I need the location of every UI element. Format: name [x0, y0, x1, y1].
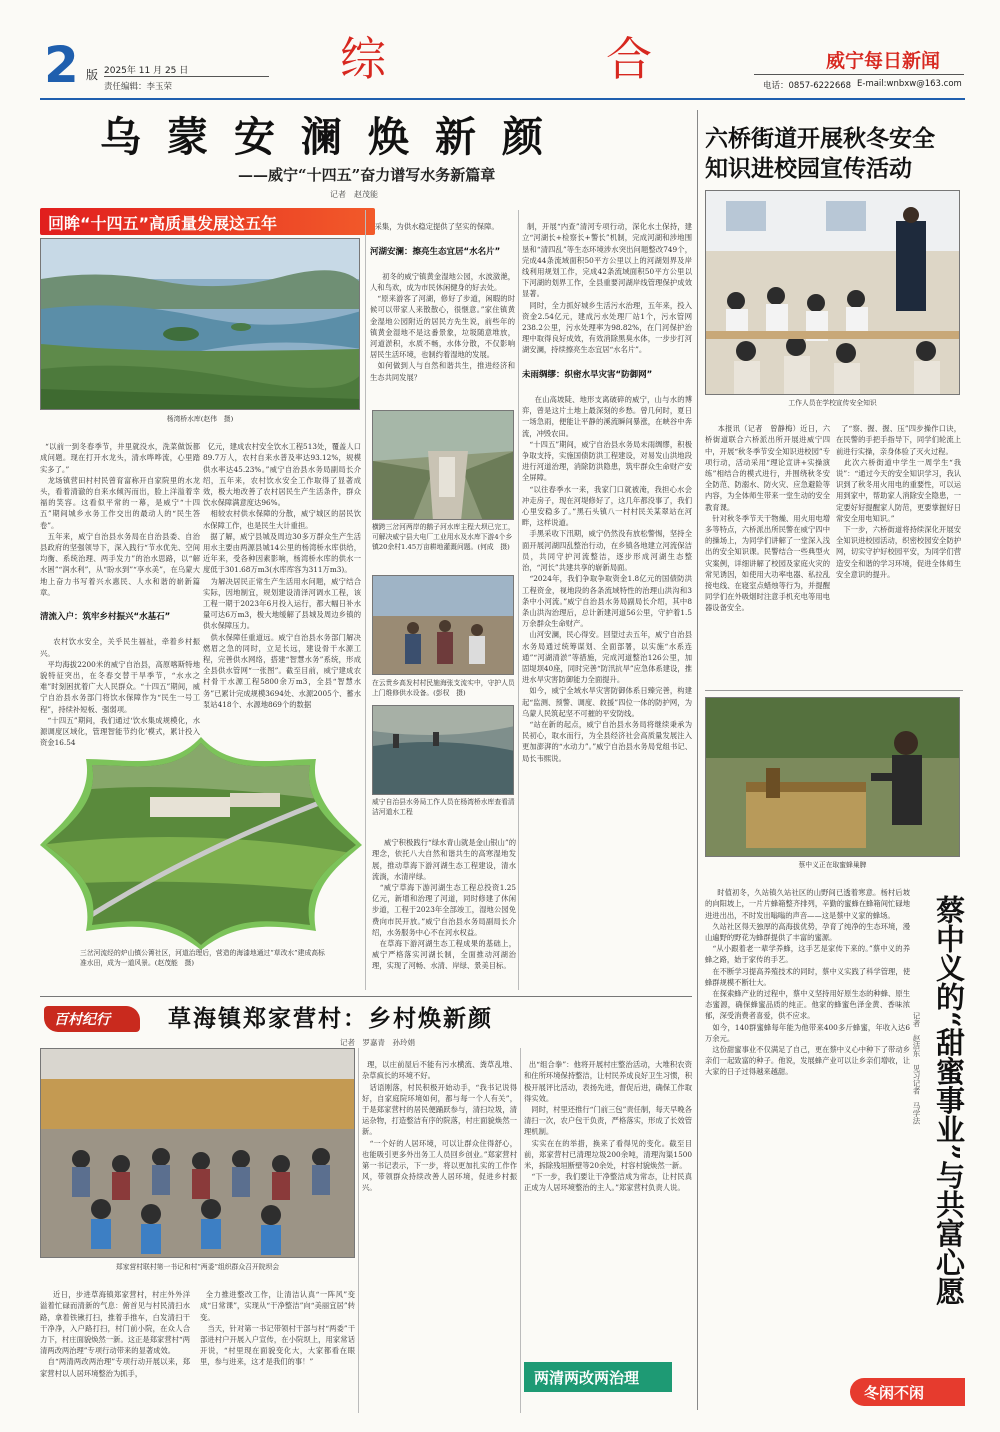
bottom-banner-text: 两清两改两治理: [534, 1369, 640, 1387]
lead-col4-text: 制，开展“内查”清河专项行动，深化水土保持，建立“河湖长+检察长+警长”机制，完成河湖和涉地围垦和“清四乱”等生态环境涉水突出问题整改749个，完成44条流域面积50平方公里以上的河湖划界及岸线利用规划工作，完成42条流域面积50平方公里以下河湖的划界工作，全县重要河湖岸线管理保护成效显著。 同时，全力抓好城乡生活污水治理，五年来，投入资金2.54亿元，建成污水处理厂站1个，污水管网238.2公里，污水处理率为98.82%，在门河保护治理中取得良好成效，有效消除黑臭水体，一步步打河湖安澜，持续擦亮生态宜居“水名片”。: [522, 222, 692, 355]
reservoir-caption: 杨湾桥水库(赵伟 摄): [166, 415, 234, 423]
phone-line: 电话：0857-6222668: [763, 81, 852, 91]
bottom-column-4: [524, 1048, 692, 1358]
lead-col3b-text: 初冬的威宁镇黄金湿地公园，水波潋滟，人和鸟欢，成为市民休闲健身的好去处。 “原来游客了河湖，修好了步道，闲暇的时候可以带家人来散散心，很惬意。”家住镇黄金湿地公园附近的居民方先生说，前些年的镇黄金湿地不是这番景象，垃圾随意堆放，河道淤积，水质不畅，水体分散，不仅影响居民生活环境，也制约着湿地的发展。 如何做到人与自然和谐共生，推进经济和生态共同发展？: [370, 271, 515, 382]
lead-subhead-3: 未雨绸缪：织密水旱灾害“防御网”: [522, 369, 653, 380]
right-top-col-right-text: 了“察、握、握、压”四步操作口诀，在民警的手把手指导下，同学们轮流上前进行实操，亲身体验了灭火过程。 此次六桥街道中学生一周学生“我说”：“通过今天的安全知识学习，我认识到了秋冬用火用电的重要性，可以运用到家中，帮助家人消除安全隐患，一定要好好提醒家人防范，更要掌握好日常安全用电知识。” 下一步，六桥街道将持续深化开展安全知识进校园活动，织密校园安全防护网，切实守护好校园平安，为同学们营造安全和谐的学习环境，促进全体师生安全意识的提升。: [836, 424, 961, 579]
reservoir-photo: [40, 238, 360, 410]
bottom-column-3: [362, 1048, 517, 1413]
beekeeper-illustration: [706, 698, 960, 857]
lead-banner: [40, 208, 375, 235]
dam-illustration: [373, 411, 514, 520]
lead-column-3c: [372, 826, 516, 986]
email-line: E-mail:wnbxw@163.com: [857, 79, 962, 89]
winter-tag-text: 冬闲不闲: [864, 1384, 925, 1402]
repair-photo: [372, 575, 514, 675]
valley-caption: 三岔河流经的炉山镇公箐社区，河道治理后，营造的海漆地通过“草改水”建成高标准水田，成为一道风景。(赵茂能 摄): [80, 949, 325, 967]
lead-column-4: [522, 210, 692, 990]
dam-photo: [372, 410, 514, 520]
dam-caption: 横跨三岔河两岸的鹅子河水库主程大坝已完工，可解决威宁县大电厂工业用水及水库下游4个乡镇20余村1.45万亩耕地灌溉问题。(何成 摄): [372, 523, 515, 551]
classroom-photo: [705, 190, 960, 395]
reservoir-illustration: [41, 239, 360, 410]
repair-illustration: [373, 576, 514, 675]
bottom-col3-text: 理，以庄前屋后不能有污水横流、粪草乱堆、杂草疯长的环境不好。 话语刚落，村民积极开始动手，“我书记说得好，自家庭院环境如何，都与每一个人有关”，于是郑家营村的居民便踊跃参与，清扫垃圾，清运杂物，打造整洁有序的院落，村庄面貌焕然一新。 “一个好的人居环境，可以让群众住得舒心，也能吸引更多外出务工人员回乡创业。”郑家营村第一书记表示，下一步，将以更加扎实的工作作风，带领群众持续改善人居环境，促进乡村振兴。: [362, 1060, 517, 1193]
issue-date: 2025年 11 月 25 日: [104, 66, 189, 76]
page-header: [0, 0, 1000, 100]
right-top-column-right: [836, 412, 961, 687]
bottom-title: 草海镇郑家营村：乡村焕新颜: [168, 1005, 493, 1032]
beekeeper-photo: [705, 697, 960, 857]
river-illustration: [373, 706, 514, 795]
beekeeper-caption: 蔡中义正在取蜜蜂巢脾: [798, 861, 867, 869]
page-number: 2: [44, 36, 79, 94]
village-meeting-illustration: [41, 1049, 355, 1258]
bottom-col1-text: 近日，步进草海镇郑家营村，村庄外外洋溢着忙碌而清新的气息：俯首见与村民清扫水路，拿着铁锹打扫，推着手推车，白发清扫干干净净，入户路打扫，村门前小院，在众人合力下，村庄面貌焕然一新。这正是郑家营村“两清两改两治理”专项行动带来的显著成效。 自“两清两改两治理”专项行动开展以来，郑家营村以人居环境整治为抓手，: [40, 1290, 190, 1378]
lead-col1-text: “以前一到冬春季节，井里就没水，洗菜做饭都成问题。现在打开水龙头，清水哗哗流，心里踏实多了。” 龙场镇营田村村民曾育富称开自家院里的水龙头，看着清澈的自来水倾泻而出，脸上洋溢着幸福的笑容。这看似平常的一幕，是威宁“十四五”期间城乡水务工作交出的最动人的“民生答卷”。 五年来，威宁自治县水务局在自治县委、自治县政府的坚强领导下，深入践行“节水优先、空间均衡、系统治理、两手发力”的治水思路，以“解水困”“润水利”，从“盼水到”“享水美”，在乌蒙大地上奋力书写着兴水惠民、人水和谐的崭新篇章。: [40, 442, 200, 597]
bottom-column-1: [40, 1278, 190, 1413]
river-photo: [372, 705, 514, 795]
page-suffix: 版: [86, 68, 99, 82]
lead-subhead-1: 清流入户：筑牢乡村振兴“水基石”: [40, 612, 171, 623]
lead-banner-text: 回眸“十四五”高质量发展这五年: [48, 214, 278, 233]
beekeeper-vertical-title: 蔡中义的“甜蜜事业”与共富心愿: [932, 895, 966, 1306]
right-top-title-2: 知识进校园宣传活动: [705, 155, 912, 182]
bottom-banner: [524, 1362, 672, 1392]
right-top-column-left: [705, 412, 830, 687]
editor-line: 责任编辑：李玉荣: [104, 82, 173, 92]
bottom-col2-text: 全力推进整改工作，让清洁认真“一阵风”变成“日常课”，实现从“干净整洁”向“美丽宜居”转变。 当天，针对第一书记带领村干部与村“两委”干部进村户开展入户宣传，在小院坝上，用家常话开说，“村里现在面貌变化大，大家都看在眼里，参与进来，这才是我们的事！”: [200, 1290, 355, 1367]
lead-subtitle: ——威宁“十四五”奋力谱写水务新篇章: [238, 166, 496, 184]
river-caption: 威宁自治县水务局工作人员在杨湾桥水库查看清洁河道水工程: [372, 798, 515, 816]
lead-byline: 记者 赵茂能: [330, 190, 378, 199]
winter-tag: [850, 1378, 965, 1406]
lead-col3c-text: 威宁积极践行“绿水青山就是金山银山”的理念，依托八大自然和谐共生的高寒湿地发展，推动草海下游河湖生态工程建设，清水流淌，水清岸绿。 “威宁草海下游河湖生态工程总投资1.25亿元，新增和治理了河道，同时修建了休闲步道，工程于2023年全部竣工，湿地公园免费向市民开放。”威宁自治县水务局副局长介绍，水务服务中心不在河水权益。 在草海下游河湖生态工程成果的基础上，威宁严格落实河湖长制，全面推动河湖治理，实现了河畅、水清、岸绿、景美目标。: [372, 838, 516, 971]
lead-col4b-text: 在山高坡陡、地形支离破碎的威宁，山与水的博弈，曾是这片土地上最深刻的乡愁。曾几何时，夏日一场急雨，便能让平静的溪流瞬间暴涨，在峡谷中奔流，冲毁农田。 “十四五”期间，威宁自治县水务局未雨绸缪，积极争取支持，实施国债防洪工程建设，对易发山洪地段进行河道治理，消除防洪隐患，筑牢群众生命财产安全屏障。 “以往春季水一来，我家门口就被淹，我担心水会冲走房子，现在河堤修好了，这几年都没事了，我们心里安稳多了。”黑石头镇八一村村民关某翠站在河畔，这样说道。 手黑采收下汛期，威宁仍然没有放松警惕，坚持全面开展河湖四乱整治行动，在乡镇各地建立河流保洁员，共同守护河流整洁，逐步形成河湖生态整治，“河长”共建共享的崭新局面。 “2024年，我们争取争取资金1.8亿元的国债防洪工程资金，视地段的各条流域特性的治理山洪沟和3条中小河流。”威宁自治县水务局副局长介绍，其中8条山洪沟治理后，总计新建河道56公里，守护着1.5万余群众生命财产。 山河安澜，民心得安。回望过去五年，威宁自治县水务局通过统筹谋划、全面部署，以实施“水系连通”“河湖清淤”等措施，完成河道整治126公里，加固堤坝40座，同时完善“防汛抗旱”应急体系建设，推进水旱灾害防御能力全面提升。 如今，威宁全域水旱灾害防御体系日臻完善，构建起“监测、预警、调度、救援”四位一体的防护网，为乌蒙人民筑起坚不可摧的平安防线。 “站在新的起点，威宁自治县水务局将继续秉承为民初心，取水而行，为全县经济社会高质量发展注入更加澎湃的“水动力”。”威宁自治县水务局党组书记、局长韦熙说。: [522, 395, 692, 763]
bottom-byline: 记者 罗嘉青 孙玲娟: [340, 1038, 415, 1047]
classroom-illustration: [706, 191, 960, 395]
bottom-column-2: [200, 1278, 355, 1413]
right-top-col-left-text: 本报讯（记者 曾静梅）近日，六桥街道联合六桥派出所开展进威宁四中，开展“秋冬季节安全知识进校园”专项行动，活动采用“理论宣讲+实操演练”相结合的模式进行，并围绕秋冬安全防范、防溺水、防火灾、应急避险等内容，为全体师生带来一堂生动的安全教育课。 针对秋冬季节天干物燥、用火用电增多等特点，六桥派出所民警在威宁四中的操场上，为同学们讲解了一堂深入浅出的安全知识课。民警结合一些典型火灾案例，详细讲解了校园及家庭火灾的常见诱因，如使用大功率电器、私拉乱接电线、在寝室点蜡烛等行为，并提醒同学们在外吸烟时注意手机充电等用电器设备安全。: [705, 424, 830, 613]
valley-illustration: [40, 735, 362, 950]
lead-column-2: [203, 430, 361, 732]
right-top-title-1: 六桥街道开展秋冬安全: [705, 125, 935, 152]
bottom-col4-text: 出“组合拳”：他将开展村庄整治活动，大堆积农资和住所环境保持整洁，让村民养成良好卫生习惯，积极开展评比活动，表扬先进，督促后进，确保工作取得实效。 同时，村里还推行“门前三包”责任制，每天早晚各清扫一次，农户包干负责，严格落实，形成了长效管理机制。 实实在在的举措，换来了看得见的变化。截至目前，郑家营村已清理垃圾200余吨，清理沟渠1500米，拆除残垣断壁等20余处，村容村貌焕然一新。 “下一步，我们要让干净整洁成为常态，让村民真正成为人居环境整治的主人。”郑家营村负责人说。: [524, 1060, 692, 1193]
lead-col3a-text: 采集，为供水稳定提供了坚实的保障。: [374, 222, 499, 232]
lead-col2-text: 亿元，建成农村安全饮水工程513处，覆盖人口89.7万人，农村自来水普及率达93.12%，规模供水率达45.23%。”威宁自治县水务局副局长介绍，五年来，农村饮水安全工作取得了显著成效，极大地改善了农村居民生产生活条件，群众饮水保障满意度达96%。 相较农村供水保障的分散，威宁城区的居民饮水保障工作，也是民生大计重担。 据了解，威宁县城及周边30多万群众生产生活用水主要由两源县城14公里的杨湾桥水库供给，近年来，受各种因素影响，杨湾桥水库的供水一度低于301.68万m3(水库库容为311万m3)。 为解决居民正常生产生活用水问题，威宁结合实际，因地制宜，规划建设清泽河调水工程，该工程一期于2023年6月投入运行，都大幅日补水量可达6万m3，极大地缓解了县城及周边乡镇的供水保障压力。 供水保障任重道远。威宁自治县水务部门解决燃眉之急的同时，立足长远，建设骨干水源工程，完善供水网络，搭建“智慧水务”系统，形成全县供水管网“一张图”。截至目前，威宁建成农村骨干水源工程5800余万m3，全县“智慧水务”已累计完成规模3694处、水源2005个、蓄水泵站418个、水源地869个的数据: [203, 442, 361, 709]
paper-name: 威宁每日新闻: [826, 50, 941, 72]
valley-photo: [40, 735, 362, 950]
lead-col1b-text: 农村饮水安全，关乎民生福祉，牵着乡村振兴。 平均海拔2200米的威宁自治县，高原喀斯特地貌特征突出，在冬春交替干旱季节，“水水之难”时刻困扰着广大人民群众。“十四五”期间，威宁自治县水务部门将饮水保障作为“民生一号工程”，持续补短板、强弱项。 “十四五”期间，我们通过‘饮水集成规模化，水源调度区域化，管理智能节约化’模式，累计投入资金16.54: [40, 637, 200, 748]
classroom-caption: 工作人员在学校宣传安全知识: [788, 399, 877, 407]
beekeeper-column: [705, 876, 910, 1396]
lead-title: 乌蒙安澜焕新颜: [100, 113, 569, 161]
village-meeting-caption: 郑家营村联村第一书记和村“两委”组织群众召开院坝会: [115, 1263, 280, 1271]
column-tag-text: 百村纪行: [54, 1012, 110, 1028]
lead-column-3: [370, 210, 515, 405]
lead-subhead-2: 河湖安澜：擦亮生态宜居“水名片”: [370, 246, 501, 257]
column-tag: [44, 1006, 140, 1032]
village-meeting-photo: [40, 1048, 355, 1258]
section-char-1: 综: [340, 32, 386, 86]
repair-caption: 在云贵乡高发村村民施海张支流实中，守护人员上门维修供水设备。(彭权 摄): [372, 679, 515, 697]
section-char-2: 合: [606, 32, 652, 86]
beekeeper-reporter: 记者 赵洁东 见习记者 马学法: [912, 1012, 921, 1125]
beekeeper-text: 时值初冬，久站镇久站社区的山野间已透着寒意。杨村后坡的向阳坡上，一片片蜂箱整齐排列，辛勤的蜜蜂在蜂箱间忙碌地进进出出，不时发出嗡嗡的声音——这是蔡中义家的蜂场。 久站社区得天独厚的高海拔优势，孕育了纯净的生态环境，漫山遍野的野花为蜂群提供了丰富的蜜源。 “从小跟着老一辈学养蜂，这手艺是家传下来的。”蔡中义的养蜂之路，始于家传的手艺。 在不断学习提高养殖技术的同时，蔡中义实践了科学管理，使蜂群规模不断壮大。 在探索蜂产业的过程中，蔡中义坚持用好原生态的种蜂、原生态蜜源，确保蜂蜜品质的纯正。他家的蜂蜜色泽金黄、香味浓郁，深受消费者喜爱，供不应求。 如今，140群蜜蜂每年能为他带来400多斤蜂蜜，年收入达6万余元。 这份甜蜜事业不仅满足了自己，更在蔡中义心中种下了带动乡亲们一起致富的种子。他说，发展蜂产业可以让乡亲们增收，让大家的日子过得越来越甜。: [705, 888, 910, 1077]
